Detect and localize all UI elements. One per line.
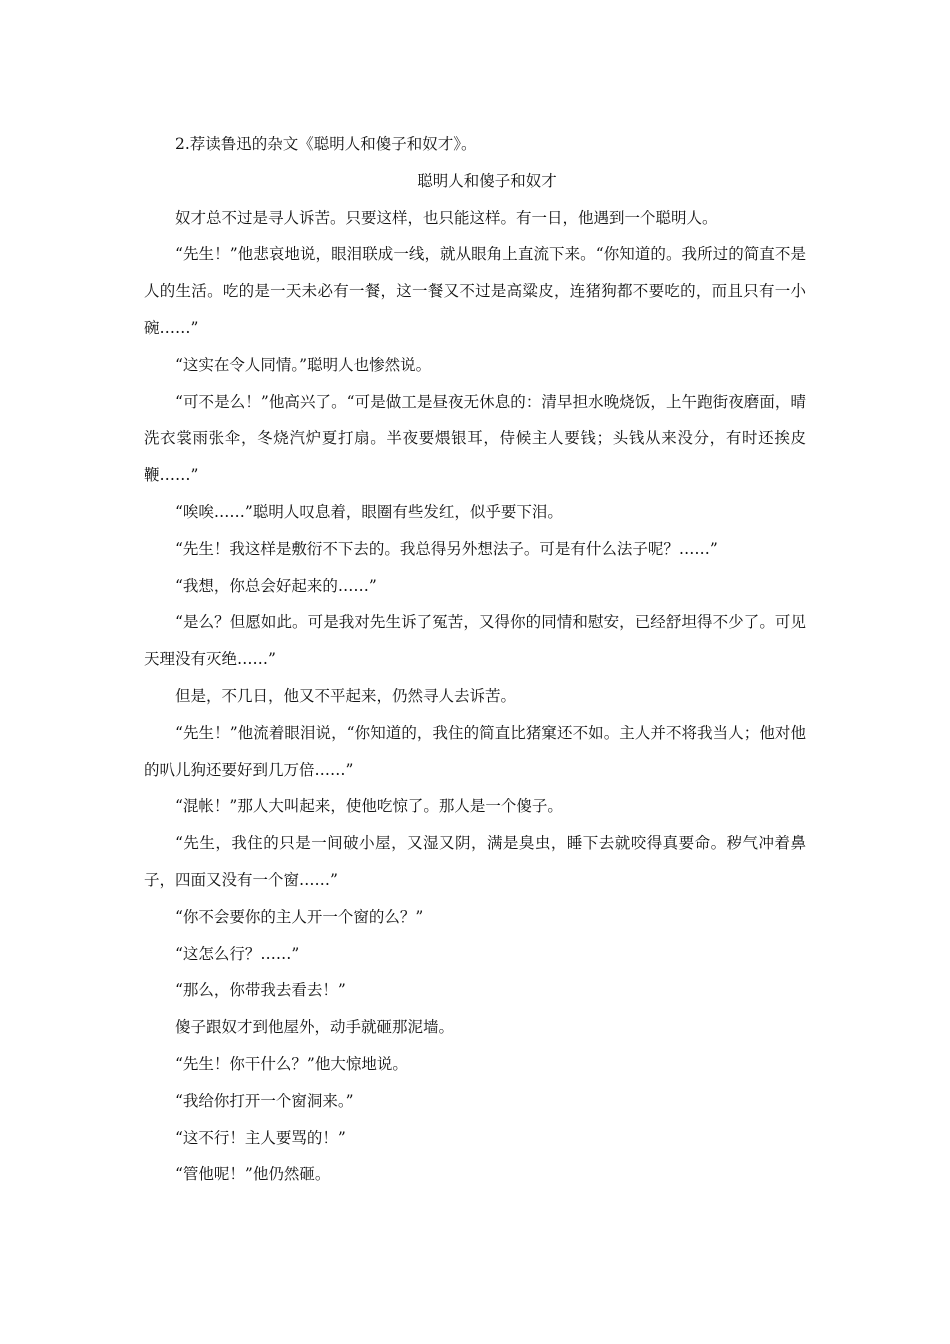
paragraph: “这不行！主人要骂的！” [175,1128,346,1147]
paragraph: 傻子跟奴才到他屋外，动手就砸那泥墙。 [175,1018,455,1037]
paragraph: 奴才总不过是寻人诉苦。只要这样，也只能这样。有一日，他遇到一个聪明人。 [175,208,718,227]
paragraph: “管他呢！”他仍然砸。 [175,1165,331,1184]
paragraph: “先生！你干什么？”他大惊地说。 [175,1054,408,1073]
intro-line: 2.荐读鲁迅的杂文《聪明人和傻子和奴才》。 [175,135,477,153]
paragraph: “那么，你带我去看去！” [175,981,346,1000]
paragraph: “先生！”他流着眼泪说，“你知道的，我住的简直比猪窠还不如。主人并不将我当人；他对他的叭儿狗还要好到几万倍……” [144,723,806,779]
paragraph: “唉唉……”聪明人叹息着，眼圈有些发红，似乎要下泪。 [175,502,563,521]
paragraph: “这怎么行？……” [175,944,300,963]
paragraph: “可不是么！”他高兴了。“可是做工是昼夜无休息的：清早担水晚烧饭，上午跑街夜磨面，晴洗衣裳雨张伞，冬烧汽炉夏打扇。半夜要煨银耳，侍候主人要钱；头钱从来没分，有时还挨皮鞭……” [144,392,806,485]
paragraph: “混帐！”那人大叫起来，使他吃惊了。那人是一个傻子。 [175,797,563,816]
paragraph: “是么？但愿如此。可是我对先生诉了冤苦，又得你的同情和慰安，已经舒坦得不少了。可见天理没有灭绝……” [144,613,806,669]
paragraph: 但是，不几日，他又不平起来，仍然寻人去诉苦。 [175,686,517,705]
essay-title: 聪明人和傻子和奴才 [417,171,557,190]
paragraph: “这实在令人同情。”聪明人也惨然说。 [175,355,432,374]
paragraph: “先生，我住的只是一间破小屋，又湿又阴，满是臭虫，睡下去就咬得真要命。秽气冲着鼻子，四面又没有一个窗……” [144,834,806,889]
paragraph: “我想，你总会好起来的……” [175,576,377,595]
paragraph: “先生！我这样是敷衍不下去的。我总得另外想法子。可是有什么法子呢？……” [175,539,718,558]
paragraph: “先生！”他悲哀地说，眼泪联成一线，就从眼角上直流下来。“你知道的。我所过的简直不是人的生活。吃的是一天未必有一餐，这一餐又不过是高粱皮，连猪狗都不要吃的，而且只有一小碗……” [144,245,806,337]
paragraph: “你不会要你的主人开一个窗的么？” [175,907,424,926]
document-page [144,126,806,1193]
paragraph: “我给你打开一个窗洞来。” [175,1091,354,1110]
